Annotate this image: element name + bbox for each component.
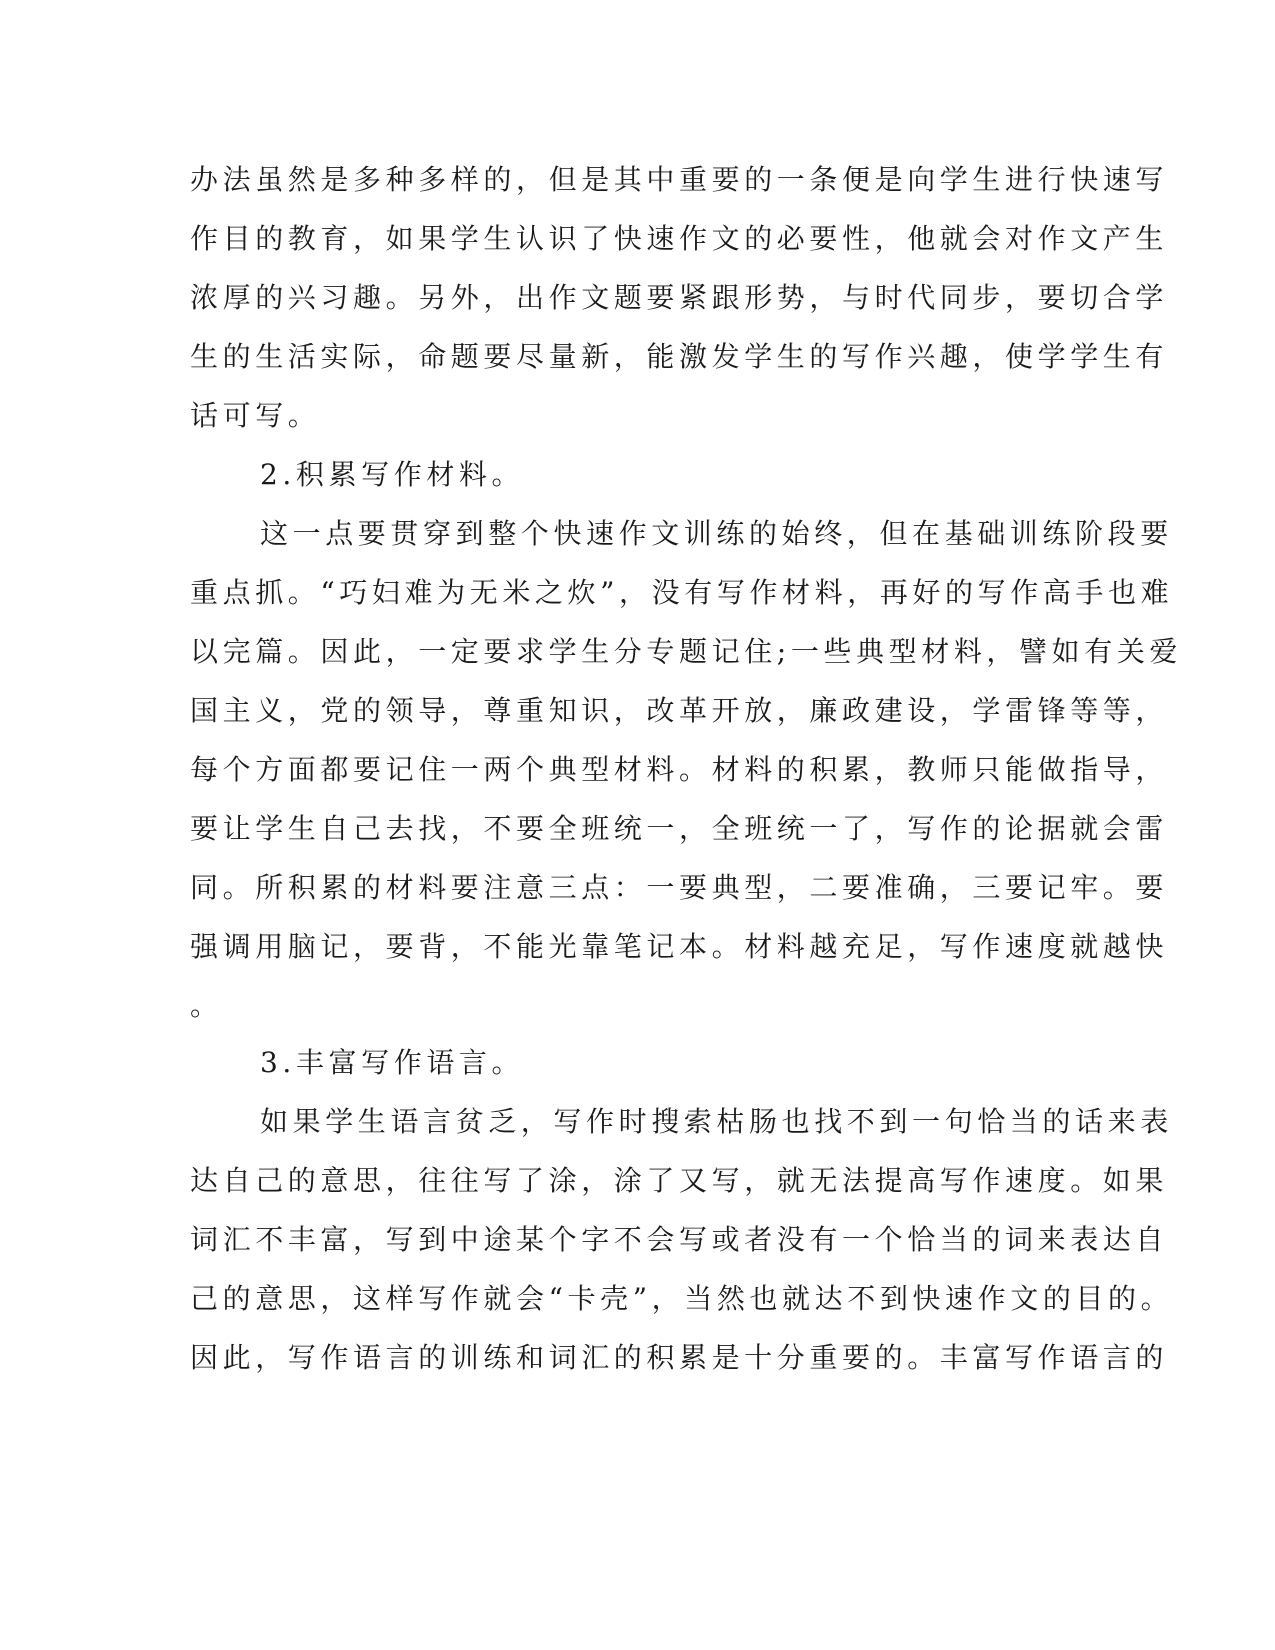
text-line: 作目的教育，如果学生认识了快速作文的必要性，他就会对作文产生 [190,222,1169,255]
text-line: 己的意思，这样写作就会“卡壳”，当然也就达不到快速作文的目的。 [190,1282,1174,1315]
text-line: 这一点要贯穿到整个快速作文训练的始终，但在基础训练阶段要 [260,517,1173,550]
text-line: 因此，写作语言的训练和词汇的积累是十分重要的。丰富写作语言的 [190,1341,1169,1374]
text-line: 达自己的意思，往往写了涂，涂了又写，就无法提高写作速度。如果 [190,1164,1169,1197]
text-line: 要让学生自己去找，不要全班统一，全班统一了，写作的论据就会雷 [190,812,1169,845]
text-line: 浓厚的兴习趣。另外，出作文题要紧跟形势，与时代同步，要切合学 [190,281,1169,314]
text-line: 词汇不丰富，写到中途某个字不会写或者没有一个恰当的词来表达自 [190,1223,1169,1256]
text-line: 每个方面都要记住一两个典型材料。材料的积累，教师只能做指导， [190,753,1169,786]
text-line: 国主义，党的领导，尊重知识，改革开放，廉政建设，学雷锋等等， [190,694,1169,727]
text-line: 强调用脑记，要背，不能光靠笔记本。材料越充足，写作速度就越快 [190,930,1169,963]
section-heading: 3.丰富写作语言。 [260,1046,525,1079]
text-line: 同。所积累的材料要注意三点：一要典型，二要准确，三要记牢。要 [190,871,1169,904]
section-heading: 2.积累写作材料。 [260,458,525,491]
text-line: 办法虽然是多种多样的，但是其中重要的一条便是向学生进行快速写 [190,163,1169,196]
text-line: 生的生活实际，命题要尽量新，能激发学生的写作兴趣，使学学生有 [190,340,1169,373]
text-line: 话可写。 [190,399,321,432]
text-line: 如果学生语言贫乏，写作时搜索枯肠也找不到一句恰当的话来表 [260,1105,1173,1138]
text-line: 重点抓。“巧妇难为无米之炊”，没有写作材料，再好的写作高手也难 [190,576,1174,609]
text-line: 以完篇。因此，一定要求学生分专题记住;一些典型材料，譬如有关爱 [190,635,1183,668]
text-line: 。 [190,989,223,1022]
